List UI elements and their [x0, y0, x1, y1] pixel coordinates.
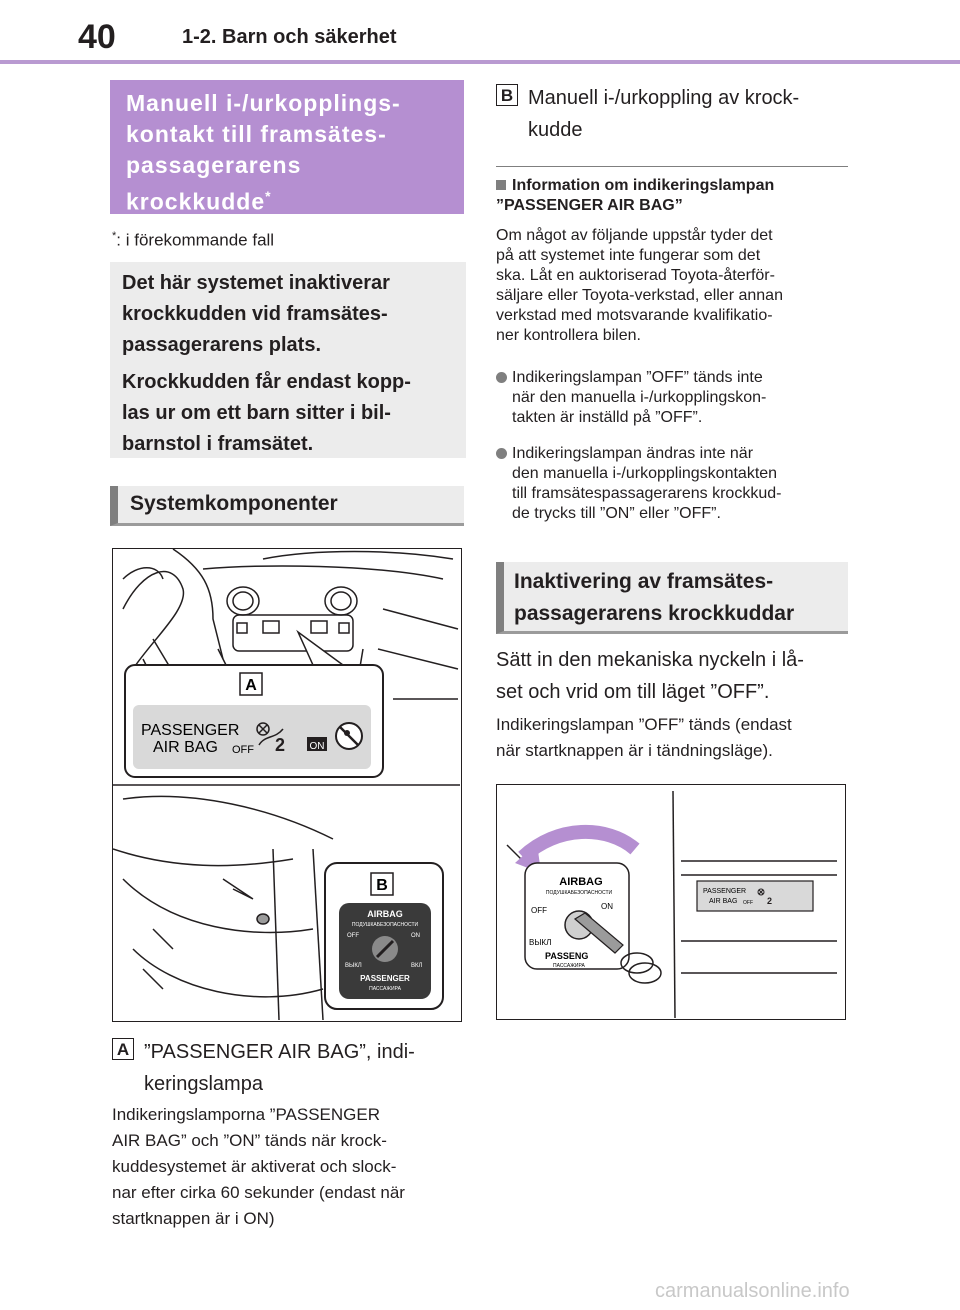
no-passenger-icon [336, 723, 362, 749]
fig2-airbag: AIRBAG [559, 876, 603, 888]
key-switch-illustration [497, 785, 844, 1018]
fig2-ind-off: OFF [743, 900, 753, 906]
info-line: krockkudden vid framsätes- [122, 303, 388, 325]
svg-text:2: 2 [275, 735, 286, 755]
fig2-indicator-panel [697, 881, 813, 911]
page-number: 40 [78, 18, 116, 56]
switch-ru-bottom: ПАССАЖИРА [369, 986, 401, 992]
fig2-vykl: ВЫКЛ [529, 938, 552, 947]
bullet-item: Indikeringslampan ”OFF” tänds inte när den manuella i-/urkopplingskon- takten är inställd på ”OFF”. [496, 368, 848, 428]
key-switch-figure [496, 784, 846, 1020]
fig2-ru-bottom: ПАССАЖИРА [553, 963, 585, 969]
indicator-airbag: AIR BAG [153, 739, 218, 756]
switch-ru-top: ПОДУШКАБЕЗОПАСНОСТИ [351, 922, 419, 928]
feature-title-line: Manuell i-/urkopplings- [126, 90, 401, 116]
feature-title-box [110, 80, 464, 214]
bullet-icon [496, 372, 512, 384]
info-line: barnstol i framsätet. [122, 433, 314, 455]
switch-off: OFF [347, 933, 359, 939]
info-body: Om något av följande uppstår tyder det på att systemet inte fungerar som det ska. Låt en auktoriserad Toyota-återför- säljare eller Toyota-verkstad, eller annan verkstad med motsvarande kvalifikatio- ner kontrollera bilen. [496, 227, 783, 344]
info-heading: Information om indikeringslampan ”PASSENGER AIR BAG” [496, 177, 775, 214]
fig2-on: ON [601, 902, 613, 911]
dashboard-illustration [113, 549, 460, 1020]
caption-a-label: A [112, 1038, 134, 1060]
step-note: Indikeringslampan ”OFF” tänds (endast när startknappen är i tändningsläge). [496, 715, 792, 760]
bullet-item: Indikeringslampan ändras inte när den manuella i-/urkopplingskontakten till framsätespassagerarens krockkud- de trycks till ”ON” eller ”OFF”. [496, 444, 848, 524]
svg-text:2: 2 [767, 896, 773, 906]
header-rule [0, 60, 960, 64]
fig2-ind-passenger: PASSENGER [703, 888, 747, 895]
fig2-off: OFF [531, 906, 547, 915]
section-title: 1-2. Barn och säkerhet [182, 26, 397, 48]
bullet-icon [496, 448, 512, 460]
label-a: A [245, 677, 257, 694]
fig2-ind-airbag: AIR BAG [709, 898, 738, 905]
fig2-passenger: PASSENG [545, 951, 589, 961]
square-bullet-icon [496, 180, 506, 190]
fig2-ru-top: ПОДУШКАБЕЗОПАСНОСТИ [545, 890, 613, 896]
footnote: *: i förekommande fall [112, 230, 275, 250]
info-line: las ur om ett barn sitter i bil- [122, 402, 391, 424]
feature-title-line: kontakt till framsätes- [126, 121, 387, 147]
label-b: B [376, 877, 388, 894]
asterisk: * [265, 188, 272, 204]
divider [496, 166, 848, 167]
dashboard-figure [112, 548, 462, 1022]
caption-b: Manuell i-/urkoppling av krock- kudde [528, 87, 800, 141]
feature-title-line: krockkudde* [126, 188, 272, 215]
switch-airbag: AIRBAG [367, 909, 403, 919]
info-line: passagerarens plats. [122, 334, 321, 356]
indicator-passenger: PASSENGER [141, 722, 240, 739]
switch-vykl: ВЫКЛ [345, 963, 362, 969]
indicator-on: ON [309, 741, 325, 752]
feature-title-line: passagerarens [126, 152, 302, 178]
section-heading-components: Systemkomponenter [110, 486, 464, 526]
info-line: Det här systemet inaktiverar [122, 272, 390, 294]
step-instruction: Sätt in den mekaniska nyckeln i lå- set och vrid om till läget ”OFF”. [496, 649, 804, 703]
switch-vkl: ВКЛ [411, 963, 423, 969]
indicator-off: OFF [232, 744, 254, 756]
watermark: carmanualsonline.info [655, 1280, 850, 1302]
caption-b-label: B [496, 84, 518, 106]
indicator-description: Indikeringslamporna ”PASSENGER AIR BAG” och ”ON” tänds när krock- kuddesystemet är aktiverat och slock- nar efter cirka 60 sekunder (endast när startknappen är i ON) [112, 1105, 405, 1228]
caption-a: ”PASSENGER AIR BAG”, indi- keringslampa [144, 1041, 415, 1095]
section-heading-deactivation: Inaktivering av framsätes- passagerarens krockkuddar [496, 562, 848, 634]
info-box [110, 262, 466, 458]
switch-passenger: PASSENGER [360, 974, 410, 983]
switch-on: ON [411, 933, 420, 939]
info-line: Krockkudden får endast kopp- [122, 371, 411, 393]
